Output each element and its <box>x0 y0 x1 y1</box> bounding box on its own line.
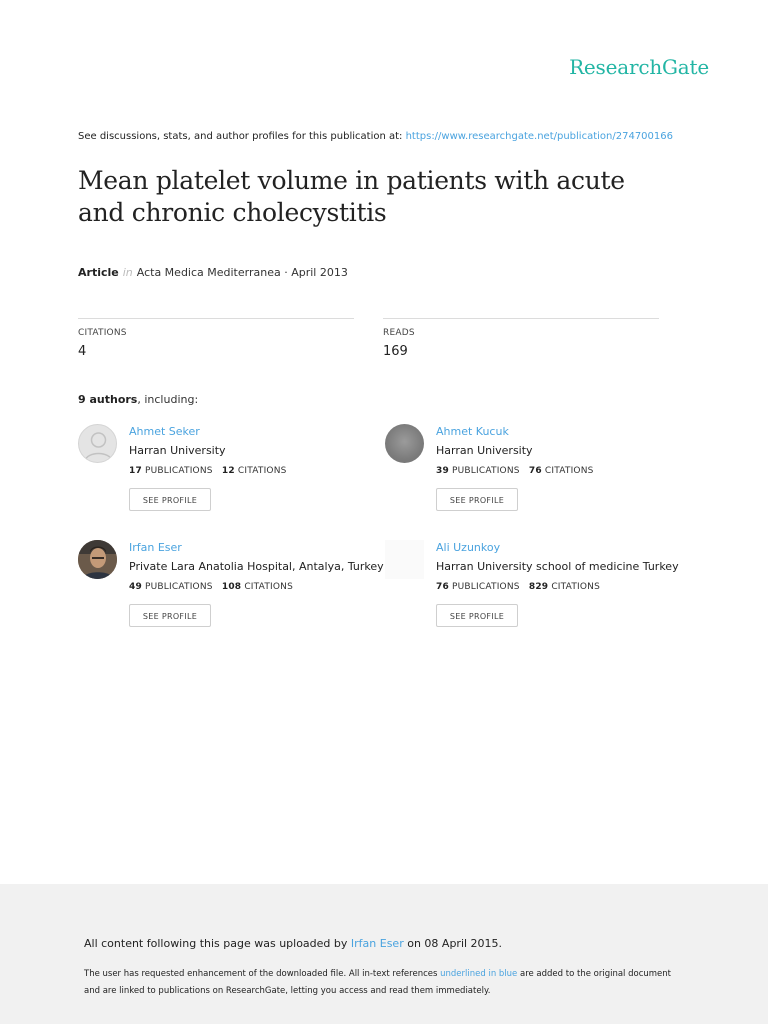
see-profile-button[interactable]: SEE PROFILE <box>129 604 211 627</box>
author-citations-label: CITATIONS <box>551 582 601 592</box>
authors-including: , including: <box>137 393 199 406</box>
uploader-link[interactable]: Irfan Eser <box>350 937 404 950</box>
author-card <box>385 540 685 640</box>
publication-title <box>78 165 718 229</box>
publications-label: PUBLICATIONS <box>452 582 520 592</box>
upload-suffix: on 08 April 2015. <box>403 937 503 950</box>
author-stats <box>436 582 600 592</box>
enhancement-note <box>84 966 694 1000</box>
author-affiliation: Private Lara Anatolia Hospital, Antalya, Turkey <box>129 560 384 573</box>
author-citations-count: 12 <box>221 466 235 476</box>
author-citations-count: 829 <box>528 582 549 592</box>
author-citations-count: 108 <box>221 582 242 592</box>
author-citations-label: CITATIONS <box>544 466 594 476</box>
upload-prefix: All content following this page was uploaded by <box>84 937 351 950</box>
publication-type: Article <box>78 266 119 279</box>
see-profile-button[interactable]: SEE PROFILE <box>436 604 518 627</box>
upload-info <box>84 937 502 950</box>
note-line-2: and are linked to publications on ResearchGate, letting you access and read them immediately. <box>84 986 491 996</box>
author-affiliation: Harran University <box>129 444 226 457</box>
note-part-1: The user has requested enhancement of the downloaded file. All in-text references <box>84 969 441 979</box>
author-card <box>385 424 685 524</box>
author-stats <box>129 582 293 592</box>
author-photo[interactable] <box>385 424 424 463</box>
publications-count: 39 <box>436 466 449 476</box>
author-photo[interactable] <box>385 540 424 579</box>
authors-count: 9 authors <box>78 393 138 406</box>
publications-count: 76 <box>436 582 449 592</box>
publications-label: PUBLICATIONS <box>145 582 213 592</box>
author-stats <box>436 466 594 476</box>
title-line-1: Mean platelet volume in patients with acute <box>78 166 625 195</box>
publications-label: PUBLICATIONS <box>145 466 213 476</box>
default-user-icon[interactable] <box>78 424 117 463</box>
user-silhouette-icon <box>79 425 117 463</box>
publications-count: 17 <box>129 466 142 476</box>
author-name-link[interactable]: Ahmet Seker <box>129 425 200 438</box>
portrait-image <box>78 540 117 579</box>
authors-heading <box>78 393 198 406</box>
title-line-2: and chronic cholecystitis <box>78 198 387 227</box>
publication-meta <box>78 266 348 279</box>
reads-stat <box>383 318 659 359</box>
author-citations-count: 76 <box>528 466 542 476</box>
citations-label: CITATIONS <box>78 328 127 338</box>
author-citations-label: CITATIONS <box>244 582 294 592</box>
publications-count: 49 <box>129 582 142 592</box>
publication-url-link[interactable]: https://www.researchgate.net/publication/274700166 <box>405 131 673 142</box>
citations-stat <box>78 318 354 359</box>
author-stats <box>129 466 287 476</box>
see-profile-button[interactable]: SEE PROFILE <box>436 488 518 511</box>
author-card <box>78 424 378 524</box>
journal-date: Acta Medica Mediterranea · April 2013 <box>136 266 348 279</box>
see-discussions-text: See discussions, stats, and author profiles for this publication at: <box>78 131 406 142</box>
researchgate-logo[interactable]: ResearchGate <box>569 55 709 79</box>
reads-label: READS <box>383 328 415 338</box>
author-card <box>78 540 384 640</box>
author-name-link[interactable]: Irfan Eser <box>129 541 182 554</box>
author-affiliation: Harran University <box>436 444 533 457</box>
publications-label: PUBLICATIONS <box>452 466 520 476</box>
see-discussions-line <box>78 131 673 142</box>
author-affiliation: Harran University school of medicine Turkey <box>436 560 679 573</box>
author-name-link[interactable]: Ali Uzunkoy <box>436 541 501 554</box>
see-profile-button[interactable]: SEE PROFILE <box>129 488 211 511</box>
citations-value: 4 <box>78 344 87 359</box>
author-citations-label: CITATIONS <box>237 466 287 476</box>
footer-panel <box>0 884 768 1024</box>
note-part-2: are added to the original document <box>517 969 672 979</box>
underlined-in-blue-text: underlined in blue <box>440 969 518 979</box>
in-label: in <box>122 266 133 279</box>
reads-value: 169 <box>383 344 408 359</box>
author-name-link[interactable]: Ahmet Kucuk <box>436 425 509 438</box>
author-photo[interactable] <box>78 540 117 579</box>
